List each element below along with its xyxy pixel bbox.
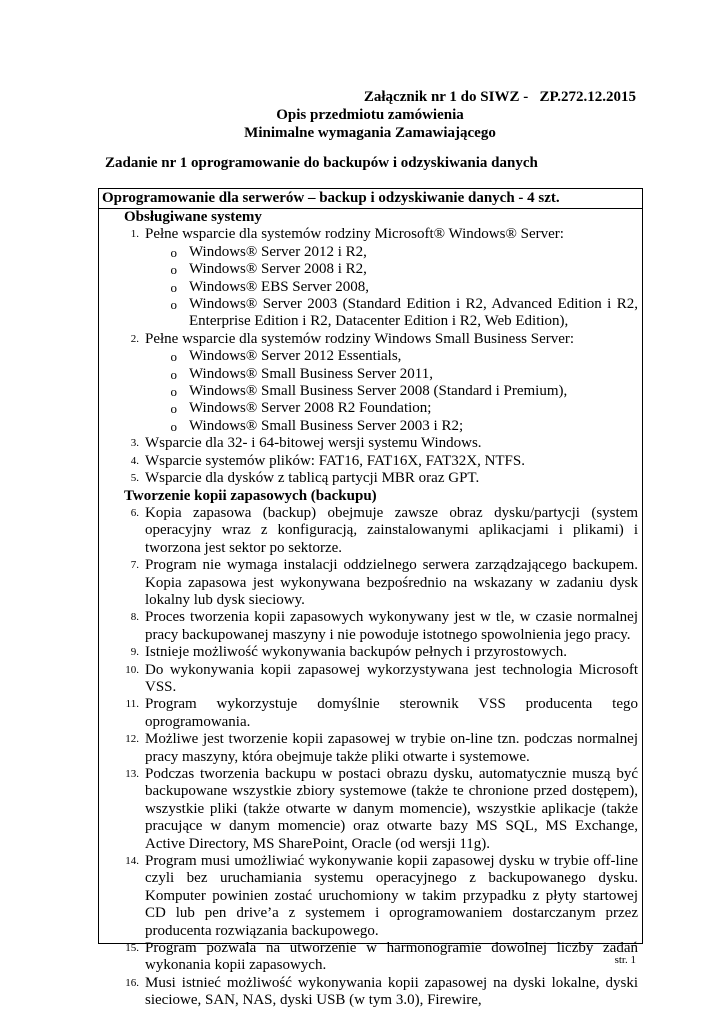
item-number: 1. — [130, 228, 139, 241]
item-number: 7. — [130, 559, 139, 572]
list-item — [99, 644, 638, 661]
item-text: Kopia zapasowa (backup) obejmuje zawsze obraz dysku/partycji (system operacyjny wraz z konfiguracją, zainstalowanymi aplikacjami i plikami) i tworzona jest sektor po sektorze. — [145, 504, 638, 556]
section-heading: Tworzenie kopii zapasowych (backupu) — [124, 487, 377, 504]
item-text: Program wykorzystuje domyślnie sterownik VSS producenta tego oprogramowania. — [145, 696, 638, 730]
bullet-icon: o — [170, 349, 177, 365]
sub-list-item — [99, 279, 638, 296]
list-item — [99, 557, 638, 609]
item-number: 11. — [125, 698, 139, 711]
list-item — [99, 331, 638, 348]
list-item — [99, 696, 638, 731]
item-text: Podczas tworzenia backupu w postaci obrazu dysku, automatycznie muszą być backupowane wszystkie zbiory systemowe (także te chronione przed dostępem), wszystkie pliki (także otwarte w danym momencie), wszystkie aplikacje (także pracujące w danym momencie) oraz otwarte bazy MS SQL, MS Exchange, Active Directory, MS SharePoint, Oracle (od wersji 11g). — [145, 766, 638, 852]
item-text: Do wykonywania kopii zapasowej wykorzystywana jest technologia Microsoft VSS. — [145, 661, 638, 695]
sub-item-text: Windows® Small Business Server 2008 (Standard i Premium), — [189, 383, 568, 400]
section-heading: Obsługiwane systemy — [124, 209, 262, 225]
bullet-icon: o — [170, 401, 177, 417]
list-item — [99, 453, 638, 470]
document-title: Opis przedmiotu zamówienia — [276, 107, 464, 123]
sub-list-item — [99, 244, 638, 261]
sub-list-item — [99, 366, 638, 383]
sub-item-text: Windows® Server 2012 i R2, — [189, 243, 367, 260]
list-item — [99, 766, 638, 853]
item-number: 4. — [130, 454, 139, 467]
list-item — [99, 505, 638, 557]
table-content — [99, 209, 642, 1010]
sub-item-text: Windows® Small Business Server 2003 i R2; — [189, 417, 464, 434]
sub-item-text: Windows® Server 2003 (Standard Edition i R2, Advanced Edition i R2, Enterprise Edition i R2, Datacenter Edition i R2, Web Edition), — [189, 296, 638, 330]
item-text: Proces tworzenia kopii zapasowych wykonywany jest w tle, w czasie normalnej pracy backupowanej maszyny i nie powoduje istotnego spowolnienia jego pracy. — [145, 609, 638, 643]
item-text: Istnieje możliwość wykonywania backupów pełnych i przyrostowych. — [145, 644, 567, 661]
bullet-icon: o — [170, 418, 177, 434]
item-number: 10. — [125, 663, 139, 676]
item-number: 6. — [130, 506, 139, 519]
table-heading: Oprogramowanie dla serwerów – backup i odzyskiwanie danych - 4 szt. — [99, 189, 642, 209]
item-text: Wsparcie systemów plików: FAT16, FAT16X, FAT32X, NTFS. — [145, 452, 525, 469]
bullet-icon: o — [170, 244, 177, 260]
list-item — [99, 975, 638, 1010]
item-number: 2. — [130, 332, 139, 345]
item-text: Wsparcie dla dysków z tablicą partycji MBR oraz GPT. — [145, 470, 480, 487]
sub-list-item — [99, 296, 638, 331]
list-item — [99, 853, 638, 940]
item-number: 14. — [125, 855, 139, 868]
document-subtitle: Minimalne wymagania Zamawiającego — [244, 125, 496, 141]
list-item — [99, 731, 638, 766]
sub-list-item — [99, 400, 638, 417]
sub-list-item — [99, 348, 638, 365]
item-text: Wsparcie dla 32- i 64-bitowej wersji systemu Windows. — [145, 435, 482, 452]
bullet-icon: o — [170, 279, 177, 295]
annex-reference: Załącznik nr 1 do SIWZ - ZP.272.12.2015 — [363, 89, 636, 105]
item-number: 16. — [125, 976, 139, 989]
item-number: 13. — [125, 768, 139, 780]
page-number: str. 1 — [614, 954, 636, 966]
bullet-icon: o — [170, 262, 177, 278]
item-text: Program pozwala na utworzenie w harmonogramie dowolnej liczby zadań wykonania kopii zapasowych. — [145, 940, 638, 974]
sub-item-text: Windows® Server 2008 R2 Foundation; — [189, 400, 432, 417]
list-item — [99, 662, 638, 697]
item-number: 15. — [125, 942, 139, 955]
item-number: 9. — [130, 646, 139, 659]
list-item — [99, 940, 638, 975]
item-text: Musi istnieć możliwość wykonywania kopii zapasowej na dyski lokalne, dyski sieciowe, SAN, NAS, dyski USB (w tym 3.0), Firewire, — [145, 974, 638, 1009]
list-item — [99, 435, 638, 452]
task-heading: Zadanie nr 1 oprogramowanie do backupów i odzyskiwania danych — [105, 155, 538, 171]
item-number: 12. — [125, 733, 139, 746]
item-number: 8. — [130, 611, 139, 624]
sub-item-text: Windows® Server 2012 Essentials, — [189, 348, 402, 365]
item-text: Pełne wsparcie dla systemów rodziny Microsoft® Windows® Server: — [145, 226, 564, 243]
bullet-icon: o — [170, 366, 177, 382]
list-item — [99, 470, 638, 487]
sub-item-text: Windows® Small Business Server 2011, — [189, 365, 433, 382]
item-text: Program musi umożliwiać wykonywanie kopii zapasowej dysku w trybie off-line czyli bez uruchamiania systemu operacyjnego z backupowanego dysku. Komputer powinien zostać uruchomiony w takim przypadku z płyty startowej CD lub pen drive’a z systemem i oprogramowaniem dostarczanym przez producenta rozwiązania backupowego. — [145, 853, 638, 939]
sub-list-item — [99, 418, 638, 435]
sub-item-text: Windows® Server 2008 i R2, — [189, 261, 367, 278]
bullet-icon: o — [170, 297, 177, 313]
item-text: Program nie wymaga instalacji oddzielnego serwera zarządzającego backupem. Kopia zapasowa jest wykonywana bezpośrednio na wskazany w zadaniu dysk lokalny lub dysk sieciowy. — [145, 557, 638, 608]
item-text: Pełne wsparcie dla systemów rodziny Windows Small Business Server: — [145, 330, 575, 347]
item-number: 3. — [130, 437, 139, 450]
item-number: 5. — [130, 472, 139, 485]
bullet-icon: o — [170, 384, 177, 400]
sub-list-item — [99, 383, 638, 400]
list-item — [99, 226, 638, 243]
sub-item-text: Windows® EBS Server 2008, — [189, 278, 369, 295]
item-text: Możliwe jest tworzenie kopii zapasowej w trybie on-line tzn. podczas normalnej pracy maszyny, która obejmuje także pliki otwarte i systemowe. — [145, 731, 638, 765]
list-item — [99, 609, 638, 644]
sub-list-item — [99, 261, 638, 278]
